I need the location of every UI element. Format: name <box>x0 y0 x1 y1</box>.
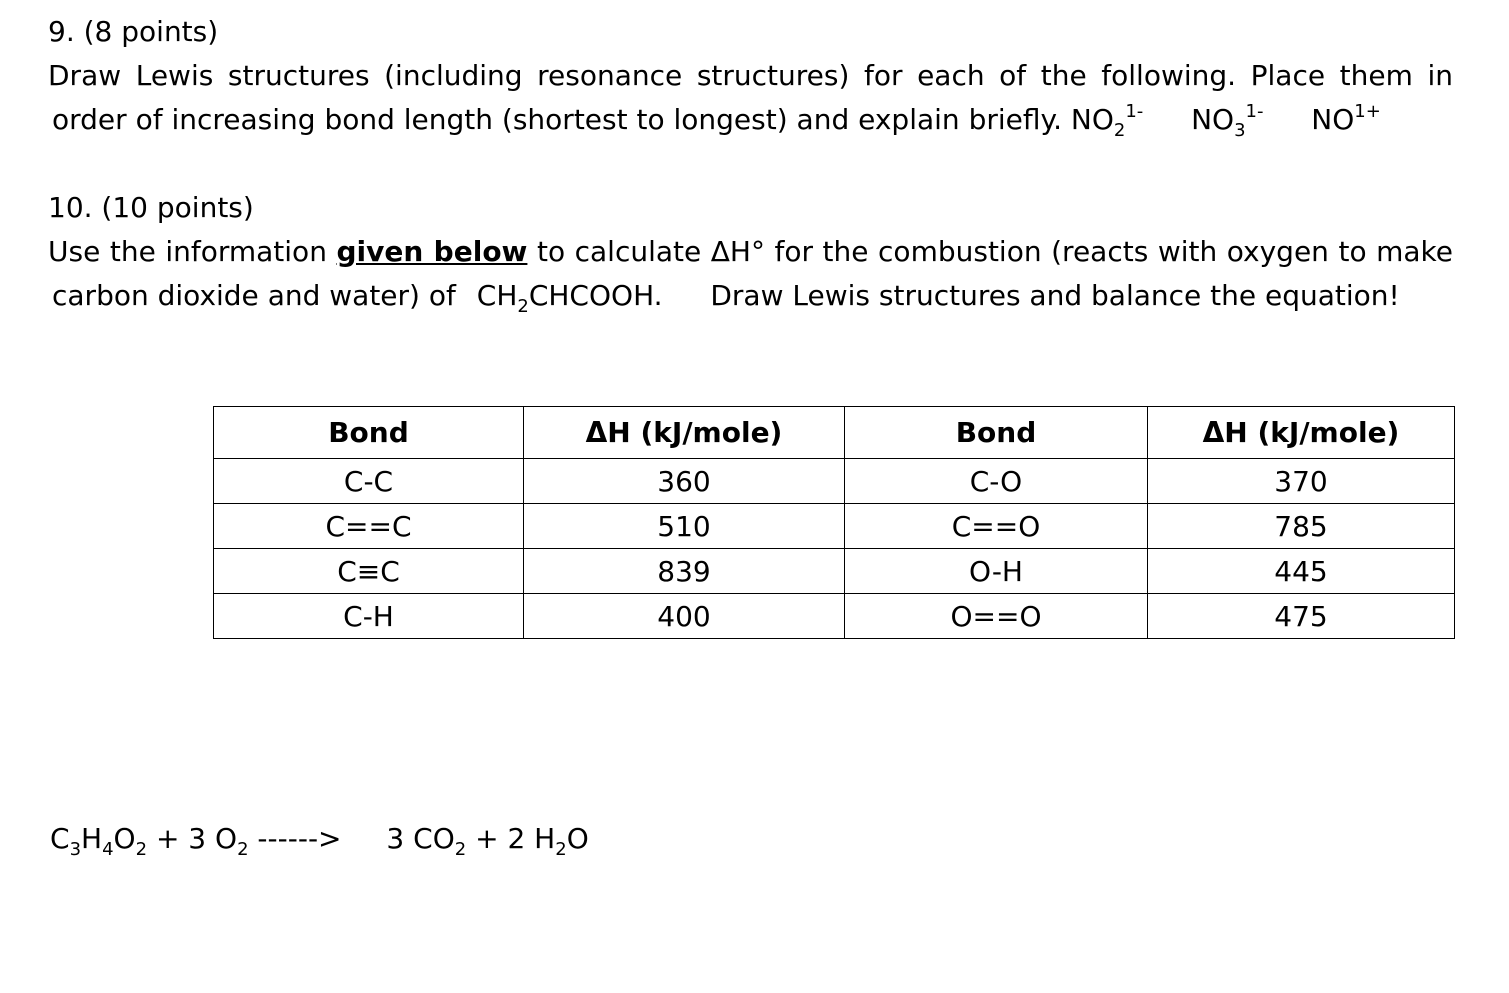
enthalpy-cell: 360 <box>524 459 845 504</box>
enthalpy-cell: 445 <box>1148 549 1455 594</box>
bond-enthalpy-table <box>213 406 1455 639</box>
table-row <box>214 504 1455 549</box>
bond-cell: C-H <box>214 594 524 639</box>
header-dh-1: ΔH (kJ/mole) <box>524 407 845 459</box>
table-row <box>214 594 1455 639</box>
header-bond-1: Bond <box>214 407 524 459</box>
q10-header: 10. (10 points) <box>48 191 254 224</box>
enthalpy-cell: 370 <box>1148 459 1455 504</box>
table-header-row <box>214 407 1455 459</box>
header-dh-2: ΔH (kJ/mole) <box>1148 407 1455 459</box>
combustion-equation <box>50 822 589 860</box>
q9-instruction-line1: Draw Lewis structures (including resonance structures) for each of the following. Place them in <box>48 59 1453 92</box>
enthalpy-cell: 839 <box>524 549 845 594</box>
q10-instruction-line2: carbon dioxide and water) of $CH_2CHCOOH$. Draw Lewis structures and balance the equation! <box>52 279 1400 317</box>
bond-cell: O==O <box>845 594 1148 639</box>
q9-header: 9. (8 points) <box>48 15 219 48</box>
bond-cell: C==O <box>845 504 1148 549</box>
bond-cell: C==C <box>214 504 524 549</box>
enthalpy-cell: 510 <box>524 504 845 549</box>
bond-cell: C-C <box>214 459 524 504</box>
compound-formula: $CH_2CHCOOH$. <box>476 279 663 317</box>
species-no3: $NO_3^{1-}$ <box>1191 101 1264 141</box>
enthalpy-cell: 400 <box>524 594 845 639</box>
given-below-emphasis: given below <box>336 235 528 268</box>
bond-cell: C-O <box>845 459 1148 504</box>
reactant-formula: $C_3H_4O_2$ <box>50 822 148 860</box>
reaction-arrow: ------> <box>257 822 342 855</box>
table-row <box>214 549 1455 594</box>
header-bond-2: Bond <box>845 407 1148 459</box>
water-term: + 2 $H_2O$ <box>475 822 589 860</box>
q10-instruction-line1: Use the information given below to calculate ΔH° for the combustion (reacts with oxygen to make <box>48 235 1453 268</box>
enthalpy-cell: 475 <box>1148 594 1455 639</box>
bond-cell: O-H <box>845 549 1148 594</box>
oxygen-term: + 3 $O_2$ <box>155 822 249 860</box>
q9-instruction-line2 <box>52 101 1381 141</box>
q9-instruction-text: order of increasing bond length (shortest to longest) and explain briefly. <box>52 103 1062 136</box>
species-no2: $NO_2^{1-}$ <box>1070 101 1144 141</box>
bond-cell: C≡C <box>214 549 524 594</box>
species-no: $NO^{1+}$ <box>1311 101 1381 136</box>
table-row <box>214 459 1455 504</box>
co2-term: 3 $CO_2$ <box>386 822 467 860</box>
enthalpy-cell: 785 <box>1148 504 1455 549</box>
